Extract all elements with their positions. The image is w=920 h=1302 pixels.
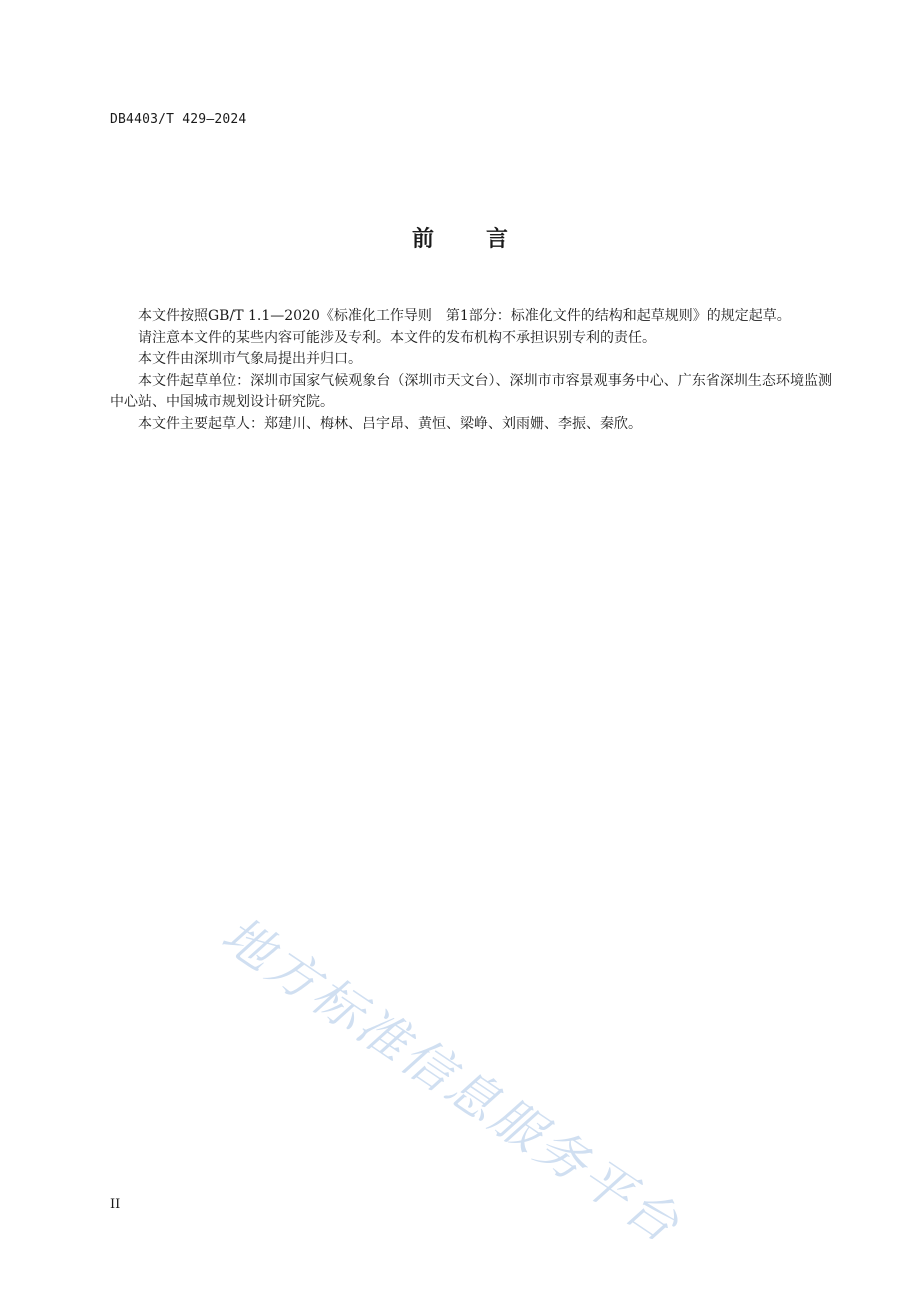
document-number: DB4403/T 429—2024: [110, 112, 247, 127]
page-number: II: [110, 1197, 121, 1212]
paragraph-drafters: 本文件主要起草人：郑建川、梅林、吕宇昂、黄恒、梁峥、刘雨姗、李振、秦欣。: [138, 415, 642, 432]
paragraph-proposer: 本文件由深圳市气象局提出并归口。: [138, 351, 362, 367]
foreword-body: [110, 306, 832, 435]
paragraph-drafting-units: 本文件起草单位：深圳市国家气候观象台（深圳市天文台）、深圳市市容景观事务中心、广东省深圳生态环境监测中心站、中国城市规划设计研究院。: [110, 372, 832, 410]
page-title: 前言: [411, 227, 560, 252]
paragraph-patent-notice: 请注意本文件的某些内容可能涉及专利。本文件的发布机构不承担识别专利的责任。: [138, 329, 656, 346]
paragraph-drafting-rules: 本文件按照GB/T 1.1—2020《标准化工作导则 第1部分：标准化文件的结构和起草规则》的规定起草。: [138, 308, 791, 324]
watermark: 地方标准信息服务平台: [211, 905, 692, 1256]
